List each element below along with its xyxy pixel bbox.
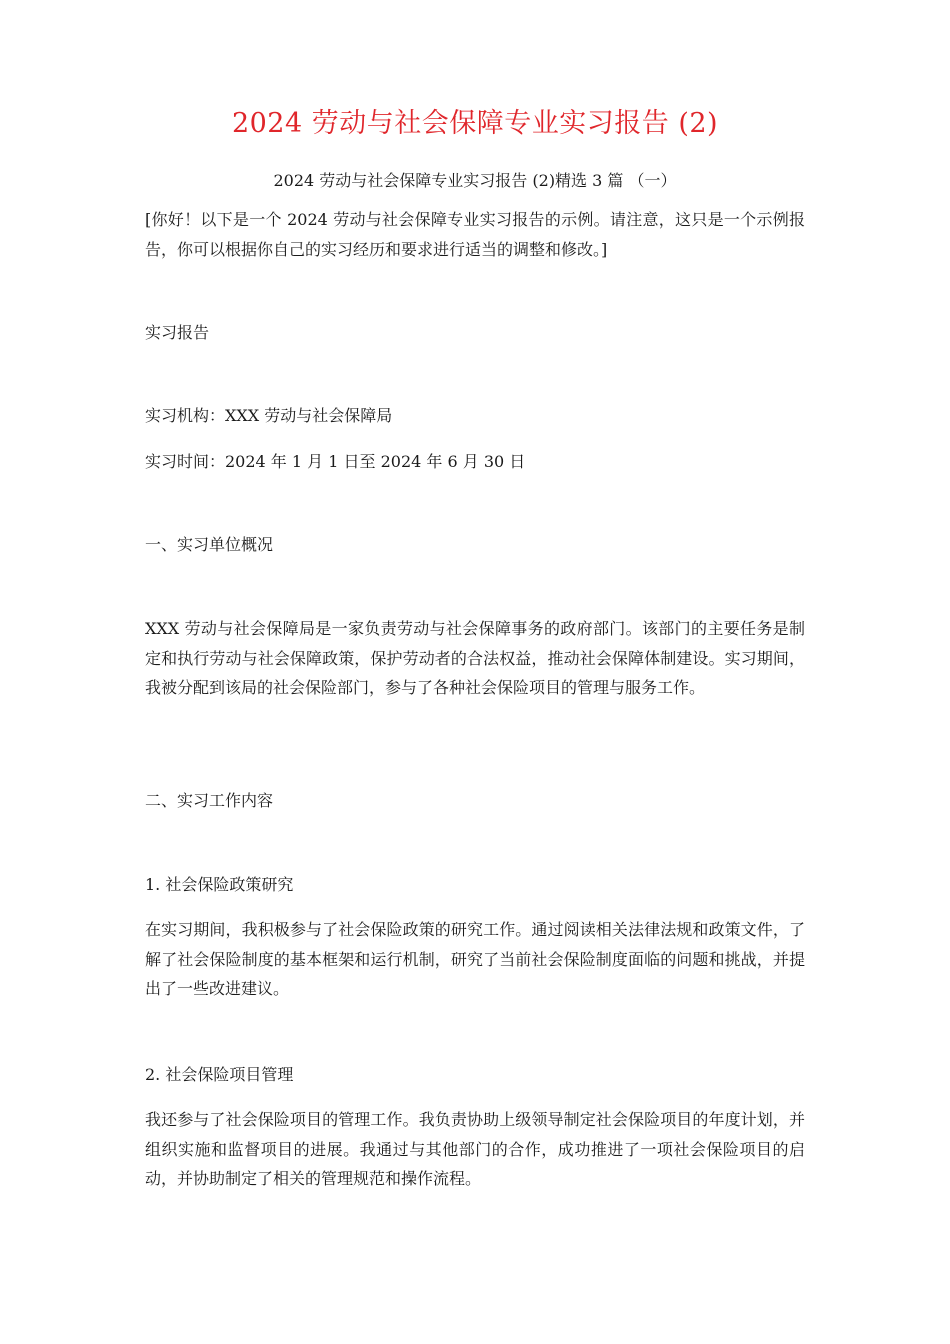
section2-heading: 二、实习工作内容 [145, 791, 274, 810]
report-heading: 实习报告 [145, 323, 210, 342]
period-line: 实习时间：2024 年 1 月 1 日至 2024 年 6 月 30 日 [145, 452, 526, 471]
item1-body: 在实习期间，我积极参与了社会保险政策的研究工作。通过阅读相关法律法规和政策文件，了解了社会保险制度的基本框架和运行机制，研究了当前社会保险制度面临的问题和挑战，并提出了一些改进建议。 [145, 920, 805, 998]
item1-heading: 1. 社会保险政策研究 [145, 875, 294, 894]
section1-body: XXX 劳动与社会保障局是一家负责劳动与社会保障事务的政府部门。该部门的主要任务是制定和执行劳动与社会保障政策，保护劳动者的合法权益，推动社会保障体制建设。实习期间，我被分配到该局的社会保险部门，参与了各种社会保险项目的管理与服务工作。 [145, 619, 805, 697]
institution-line: 实习机构：XXX 劳动与社会保障局 [145, 406, 393, 425]
item2-body: 我还参与了社会保险项目的管理工作。我负责协助上级领导制定社会保险项目的年度计划，并组织实施和监督项目的进展。我通过与其他部门的合作，成功推进了一项社会保险项目的启动，并协助制定了相关的管理规范和操作流程。 [145, 1110, 805, 1188]
document-subtitle: 2024 劳动与社会保障专业实习报告 (2)精选 3 篇 （一） [273, 171, 677, 190]
item2-heading: 2. 社会保险项目管理 [145, 1065, 294, 1084]
section1-heading: 一、实习单位概况 [145, 535, 274, 554]
intro-paragraph: [你好！以下是一个 2024 劳动与社会保障专业实习报告的示例。请注意，这只是一个示例报告，你可以根据你自己的实习经历和要求进行适当的调整和修改。] [145, 210, 805, 259]
document-title: 2024 劳动与社会保障专业实习报告 (2) [231, 108, 719, 139]
